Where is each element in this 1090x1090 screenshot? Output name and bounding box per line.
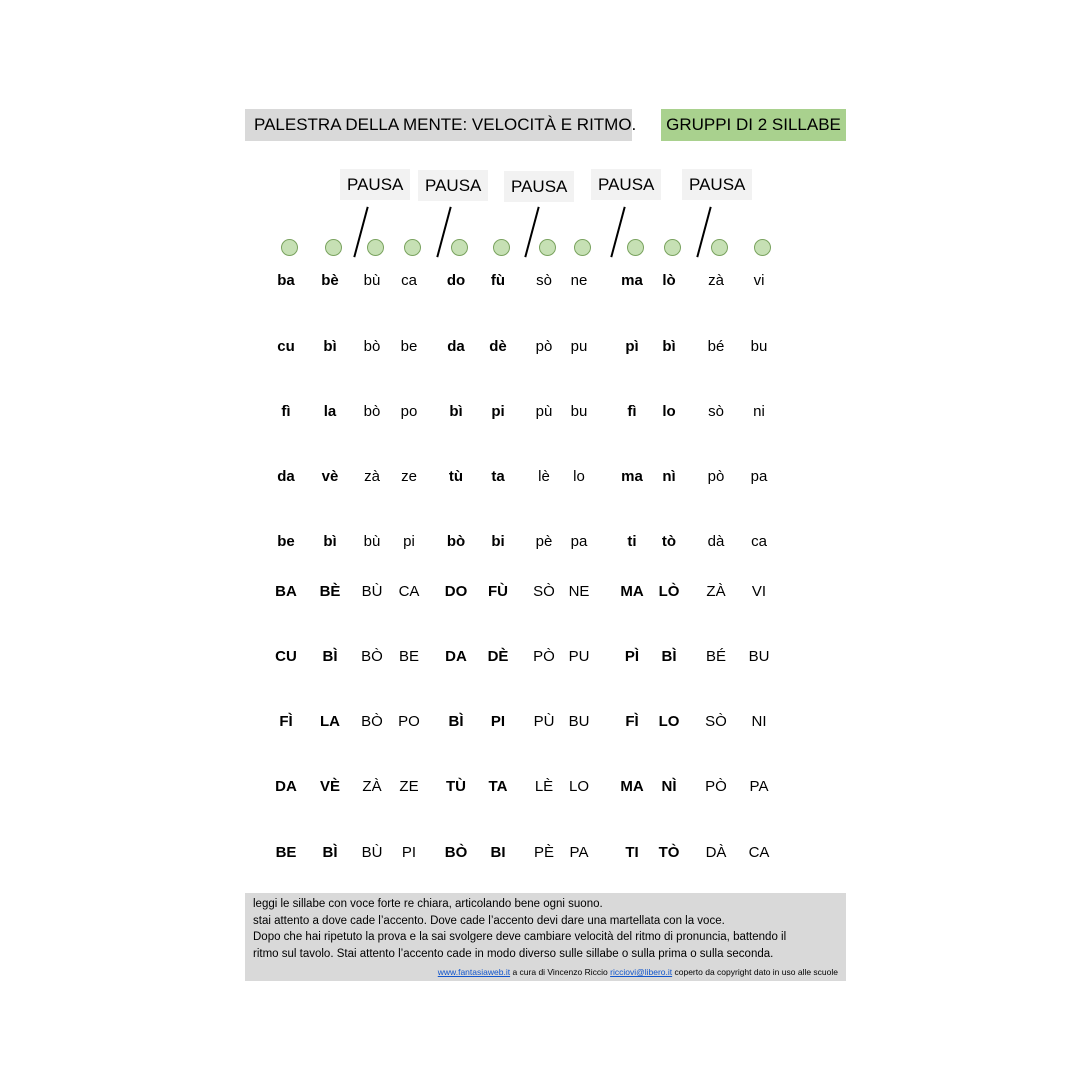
beat-dot <box>754 239 771 256</box>
syllable: BÌ <box>448 713 464 730</box>
syllable: BA <box>275 583 297 600</box>
syllable: DA <box>445 648 467 665</box>
syllable: DÈ <box>487 648 509 665</box>
instruction-line-2: stai attento a dove cade l’accento. Dove cade l’accento devi dare una martellata con la voce. <box>253 914 725 927</box>
syllable: CU <box>275 648 297 665</box>
pause-slash <box>524 207 539 258</box>
pause-slash <box>436 207 451 258</box>
syllable: ta <box>491 468 505 485</box>
syllable: tù <box>448 468 464 485</box>
credits-footer <box>438 967 838 977</box>
syllable: BÌ <box>322 648 338 665</box>
pause-label: PAUSA <box>682 169 752 200</box>
syllable: do <box>446 272 466 289</box>
syllable: NI <box>751 713 767 730</box>
syllable: fì <box>281 403 291 420</box>
syllable: bu <box>570 403 588 420</box>
syllable: PA <box>749 778 769 795</box>
syllable: ca <box>751 533 767 550</box>
syllable: pa <box>750 468 768 485</box>
instruction-line-3: Dopo che hai ripetuto la prova e la sai svolgere deve cambiare velocità del ritmo di pronuncia, battendo il <box>253 931 787 943</box>
syllable: tò <box>661 533 677 550</box>
syllable: BÙ <box>361 844 383 861</box>
syllable: lo <box>573 468 585 485</box>
beat-dot <box>664 239 681 256</box>
syllable: PI <box>401 844 417 861</box>
instruction-line-1: leggi le sillabe con voce forte re chiara, articolando bene ogni suono. <box>253 898 603 910</box>
syllable: BÉ <box>705 648 726 665</box>
syllable: PÌ <box>624 648 640 665</box>
syllable: bì <box>662 338 676 355</box>
syllable: ni <box>753 403 765 420</box>
syllable: ZE <box>399 778 419 795</box>
syllable: PÒ <box>533 648 555 665</box>
syllable: ZÀ <box>706 583 726 600</box>
syllable: bi <box>491 533 505 550</box>
syllable: BE <box>398 648 419 665</box>
syllable: vè <box>321 468 339 485</box>
syllable: ma <box>621 272 643 289</box>
syllable: lò <box>662 272 676 289</box>
beat-dot <box>539 239 556 256</box>
pause-label: PAUSA <box>591 169 661 200</box>
page-title: PALESTRA DELLA MENTE: VELOCITÀ E RITMO. <box>245 109 632 141</box>
syllable: pu <box>570 338 588 355</box>
copyright-notice: coperto da copyright dato in uso alle scuole <box>674 967 838 977</box>
syllable: PÒ <box>705 778 727 795</box>
pause-slash <box>696 207 711 258</box>
syllable: PO <box>398 713 420 730</box>
syllable: zà <box>708 272 724 289</box>
syllable: ZÀ <box>362 778 382 795</box>
pause-label: PAUSA <box>340 169 410 200</box>
syllable: bì <box>323 338 337 355</box>
site-link[interactable]: www.fantasiaweb.it <box>437 967 511 977</box>
syllable: TÙ <box>446 778 466 795</box>
syllable: DÀ <box>705 844 727 861</box>
syllable: bì <box>449 403 463 420</box>
syllable: DA <box>275 778 297 795</box>
syllable: ze <box>401 468 417 485</box>
syllable: pi <box>491 403 505 420</box>
syllable: be <box>277 533 295 550</box>
syllable: TI <box>625 844 639 861</box>
syllable: PU <box>568 648 590 665</box>
beat-dot <box>574 239 591 256</box>
pause-label: PAUSA <box>418 170 488 201</box>
syllable: sò <box>708 403 724 420</box>
syllable: da <box>447 338 465 355</box>
syllable: pù <box>535 403 553 420</box>
syllable: TÒ <box>658 844 680 861</box>
syllable: bu <box>750 338 768 355</box>
syllable: ba <box>277 272 295 289</box>
pause-slash <box>610 207 625 258</box>
instructions-panel <box>245 893 846 981</box>
syllable: pè <box>535 533 553 550</box>
syllable: PÈ <box>533 844 554 861</box>
beat-dot <box>367 239 384 256</box>
syllable: LO <box>568 778 589 795</box>
syllable: FÌ <box>625 713 639 730</box>
syllable: ca <box>401 272 417 289</box>
syllable: bò <box>446 533 466 550</box>
syllable: pò <box>535 338 553 355</box>
syllable: SÒ <box>533 583 555 600</box>
beat-dot <box>325 239 342 256</box>
syllable: TA <box>488 778 508 795</box>
syllable: VI <box>751 583 767 600</box>
syllable: bù <box>363 272 381 289</box>
syllable: LÒ <box>658 583 680 600</box>
syllable: MA <box>620 778 644 795</box>
syllable: bò <box>363 403 381 420</box>
instruction-line-4: ritmo sul tavolo. Stai attento l’accento cade in modo diverso sulle sillabe o sulla prima o sulla seconda. <box>253 947 774 960</box>
pause-label: PAUSA <box>504 171 574 202</box>
syllable: BI <box>490 844 506 861</box>
beat-dot <box>404 239 421 256</box>
syllable: la <box>323 403 337 420</box>
email-link[interactable]: ricciovi@libero.it <box>610 967 673 977</box>
syllable: sò <box>536 272 552 289</box>
syllable: PÙ <box>533 713 555 730</box>
beat-dot <box>627 239 644 256</box>
syllable: bù <box>363 533 381 550</box>
syllable: pì <box>625 338 639 355</box>
syllable: po <box>400 403 418 420</box>
syllable: BÒ <box>361 713 383 730</box>
syllable: pa <box>570 533 588 550</box>
syllable: FÙ <box>488 583 508 600</box>
group-label-badge: GRUPPI DI 2 SILLABE <box>661 109 846 141</box>
syllable: vi <box>753 272 765 289</box>
syllable: da <box>277 468 295 485</box>
syllable: bé <box>707 338 725 355</box>
syllable: pò <box>707 468 725 485</box>
syllable: ma <box>621 468 643 485</box>
syllable: PA <box>569 844 589 861</box>
syllable: BÈ <box>319 583 341 600</box>
syllable: BE <box>275 844 297 861</box>
syllable: CA <box>398 583 420 600</box>
syllable: DO <box>444 583 468 600</box>
beat-dot <box>493 239 510 256</box>
syllable: LA <box>320 713 340 730</box>
syllable: ti <box>627 533 637 550</box>
syllable: BU <box>748 648 770 665</box>
syllable: zà <box>364 468 380 485</box>
syllable: NÌ <box>661 778 677 795</box>
beat-dot <box>711 239 728 256</box>
beat-dot <box>451 239 468 256</box>
syllable: BÌ <box>322 844 338 861</box>
syllable: dà <box>707 533 725 550</box>
syllable: PI <box>490 713 506 730</box>
syllable: dè <box>489 338 507 355</box>
syllable: bè <box>321 272 339 289</box>
beat-dot <box>281 239 298 256</box>
syllable: VÈ <box>319 778 340 795</box>
syllable: MA <box>620 583 644 600</box>
syllable: lo <box>662 403 676 420</box>
syllable: LÈ <box>534 778 554 795</box>
syllable: ne <box>570 272 588 289</box>
syllable: BÌ <box>661 648 677 665</box>
syllable: SÒ <box>705 713 727 730</box>
syllable: BÒ <box>444 844 468 861</box>
syllable: LO <box>658 713 680 730</box>
syllable: pi <box>403 533 415 550</box>
syllable: BÙ <box>361 583 383 600</box>
syllable: CA <box>748 844 770 861</box>
syllable: fù <box>490 272 506 289</box>
syllable: NE <box>568 583 590 600</box>
syllable: fì <box>627 403 637 420</box>
syllable: bò <box>363 338 381 355</box>
syllable: BÒ <box>361 648 383 665</box>
syllable: be <box>400 338 418 355</box>
syllable: cu <box>277 338 295 355</box>
syllable: FÌ <box>279 713 293 730</box>
curator-credit: a cura di Vincenzo Riccio <box>512 967 608 977</box>
syllable: nì <box>662 468 676 485</box>
syllable: BU <box>568 713 590 730</box>
syllable: lè <box>538 468 550 485</box>
syllable: bì <box>323 533 337 550</box>
